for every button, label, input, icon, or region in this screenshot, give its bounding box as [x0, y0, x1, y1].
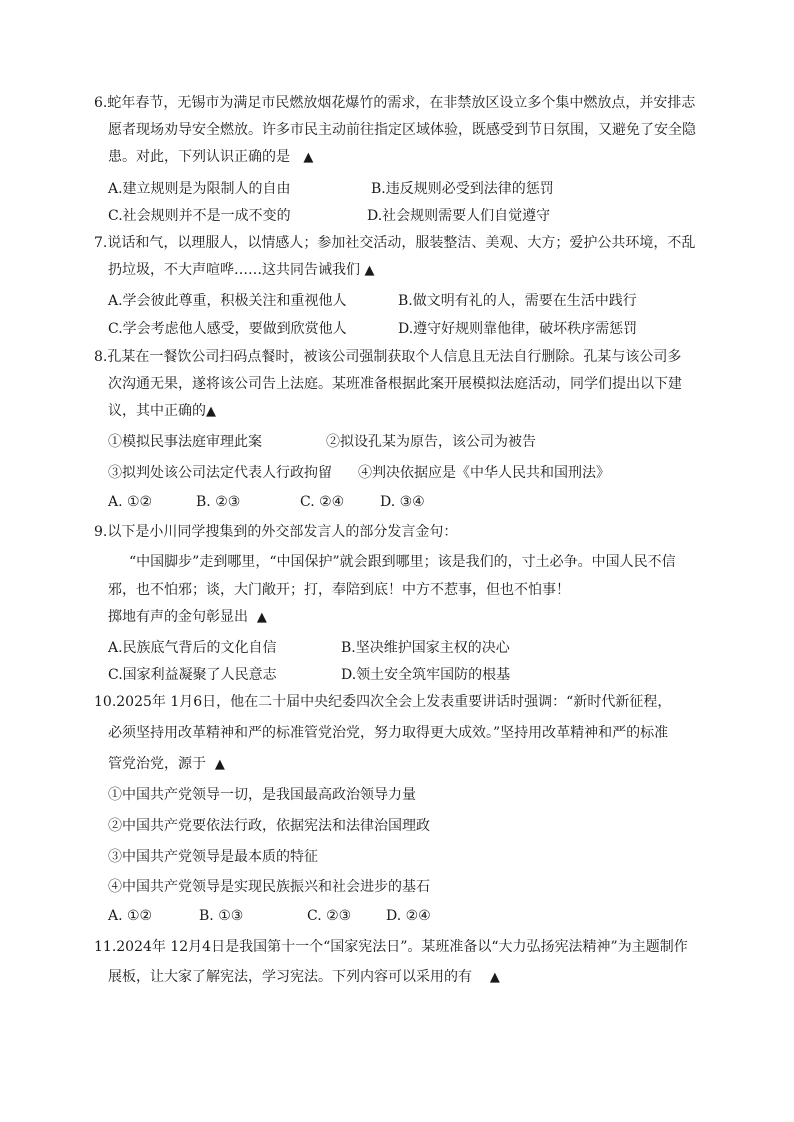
q9-ask: 掷地有声的金句彰显出 ▲: [108, 609, 267, 625]
q8-option-a: A. ①②: [108, 494, 153, 510]
q9-quote-line-1: “中国脚步”走到哪里，“中国保护”就会跟到哪里；该是我们的，寸土必争。中国人民不信: [129, 554, 676, 570]
q8-stem-line-3: 议，其中正确的▲: [108, 403, 216, 419]
q9-option-b: B.坚决维护国家主权的决心: [341, 640, 510, 656]
q8-item-3: ③拟判处该公司法定代表人行政拘留: [108, 465, 332, 481]
q6-stem-line-1: 6.蛇年春节，无锡市为满足市民燃放烟花爆竹的需求，在非禁放区设立多个集中燃放点，并安排志: [94, 95, 696, 111]
q7-option-c: C.学会考虑他人感受，要做到欣赏他人: [108, 321, 347, 337]
q8-item-2: ②拟设孔某为原告，该公司为被告: [326, 434, 536, 450]
q10-stem-line-1: 10.2025年 1月6日，他在二十届中央纪委四次全会上发表重要讲话时强调：“新时代新征程，: [94, 694, 672, 710]
q10-stem-line-2: 必须坚持用改革精神和严的标准管党治党，努力取得更大成效。”坚持用改革精神和严的标准: [108, 725, 669, 741]
q6-stem-line-2: 愿者现场劝导安全燃放。许多市民主动前往指定区域体验，既感受到节日氛围，又避免了安全隐: [108, 122, 696, 138]
q7-option-d: D.遵守好规则靠他律，破坏秩序需惩罚: [398, 321, 638, 337]
q11-stem-line-2: 展板，让大家了解宪法，学习宪法。下列内容可以采用的有 ▲: [108, 969, 500, 985]
q8-item-1: ①模拟民事法庭审理此案: [108, 434, 262, 450]
q11-stem-line-1: 11.2024年 12月4日是我国第十一个“国家宪法日”。某班准备以“大力弘扬宪法精神”为主题制作: [94, 939, 688, 955]
answer-mark: ▲: [214, 757, 225, 772]
q10-stem-line-3: 管党治党，源于 ▲: [108, 756, 225, 772]
q8-option-d: D. ③④: [380, 494, 425, 510]
q6-option-c: C.社会规则并不是一成不变的: [108, 208, 291, 224]
answer-mark: ▲: [256, 610, 267, 625]
q6-option-a: A.建立规则是为限制人的自由: [108, 181, 291, 197]
q9-option-d: D.领土安全筑牢国防的根基: [341, 667, 511, 683]
q9-option-c: C.国家利益凝聚了人民意志: [108, 667, 277, 683]
q7-option-a: A.学会彼此尊重，积极关注和重视他人: [108, 293, 347, 309]
answer-mark: ▲: [206, 404, 216, 419]
q7-option-b: B.做文明有礼的人，需要在生活中践行: [398, 293, 637, 309]
q10-option-b: B. ①③: [199, 908, 244, 924]
q9-quote-line-2: 邪，也不怕邪；谈，大门敞开；打，奉陪到底！中方不惹事，但也不怕事！: [108, 582, 570, 598]
answer-mark: ▲: [303, 150, 314, 165]
q10-item-4: ④中国共产党领导是实现民族振兴和社会进步的基石: [108, 879, 430, 895]
q10-option-c: C. ②③: [307, 908, 352, 924]
q7-stem-line-2: 扔垃圾，不大声喧哗……这共同告诫我们 ▲: [108, 262, 375, 278]
q8-option-c: C. ②④: [300, 494, 345, 510]
q8-stem-line-1: 8.孔某在一餐饮公司扫码点餐时，被该公司强制获取个人信息且无法自行删除。孔某与该公司多: [94, 349, 682, 365]
q10-option-a: A. ①②: [108, 908, 153, 924]
q6-stem-line-3: 患。对此，下列认识正确的是 ▲: [108, 149, 314, 165]
q10-item-3: ③中国共产党领导是最本质的特征: [108, 849, 318, 865]
q10-item-1: ①中国共产党领导一切，是我国最高政治领导力量: [108, 787, 416, 803]
q7-stem-line-1: 7.说话和气，以理服人，以情感人；参加社交活动，服装整洁、美观、大方；爱护公共环境，不乱: [94, 235, 696, 251]
answer-mark: ▲: [364, 263, 375, 278]
q6-option-d: D.社会规则需要人们自觉遵守: [367, 208, 551, 224]
q8-option-b: B. ②③: [196, 494, 241, 510]
q8-stem-line-2: 次沟通无果，遂将该公司告上法庭。某班准备根据此案开展模拟法庭活动，同学们提出以下建: [108, 376, 682, 392]
q8-item-4: ④判决依据应是《中华人民共和国刑法》: [358, 465, 610, 481]
q9-stem: 9.以下是小川同学搜集到的外交部发言人的部分发言金句：: [94, 524, 458, 540]
q6-option-b: B.违反规则必受到法律的惩罚: [371, 181, 554, 197]
q9-option-a: A.民族底气背后的文化自信: [108, 640, 277, 656]
q10-option-d: D. ②④: [386, 908, 431, 924]
q10-item-2: ②中国共产党要依法行政，依据宪法和法律治国理政: [108, 818, 430, 834]
answer-mark: ▲: [489, 970, 500, 985]
